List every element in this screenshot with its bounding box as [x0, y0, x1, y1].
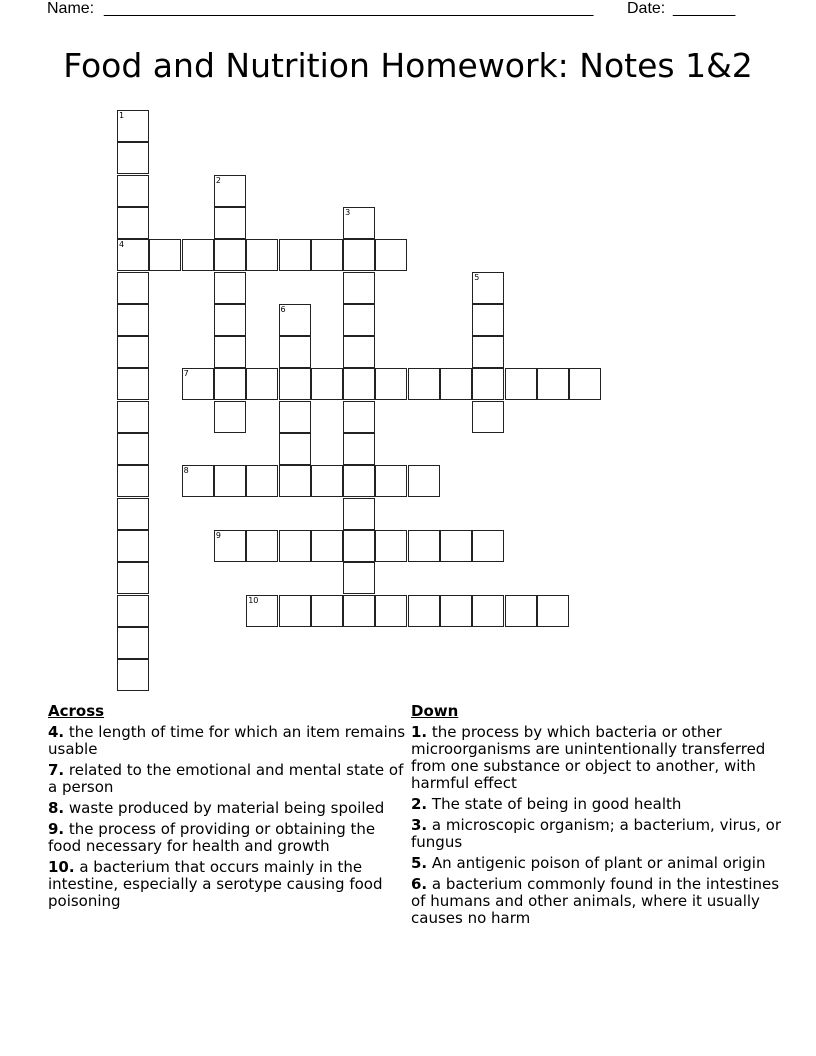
across-clue	[48, 762, 408, 796]
grid-cell[interactable]	[246, 239, 278, 271]
grid-cell[interactable]	[343, 465, 375, 497]
grid-cell[interactable]	[214, 207, 246, 239]
grid-cell[interactable]	[214, 239, 246, 271]
clue-number: 6	[280, 304, 286, 314]
grid-cell[interactable]	[343, 401, 375, 433]
grid-cell[interactable]	[408, 595, 440, 627]
across-clue	[48, 859, 408, 910]
grid-cell[interactable]	[214, 530, 246, 562]
clue-text: waste produced by material being spoiled	[64, 799, 385, 817]
grid-cell[interactable]	[214, 336, 246, 368]
grid-cell[interactable]	[117, 659, 149, 691]
grid-cell[interactable]	[505, 368, 537, 400]
grid-cell[interactable]	[117, 562, 149, 594]
clue-text: the process by which bacteria or other microorganisms are unintentionally transferred from one substance or object to another, with harmful effect	[411, 723, 766, 792]
grid-cell[interactable]	[149, 239, 181, 271]
grid-cell[interactable]	[182, 368, 214, 400]
clue-number: 1.	[411, 723, 428, 741]
grid-cell[interactable]	[537, 595, 569, 627]
clue-number: 5	[474, 272, 480, 282]
grid-cell[interactable]	[311, 595, 343, 627]
grid-cell[interactable]	[279, 304, 311, 336]
grid-cell[interactable]	[214, 272, 246, 304]
grid-cell[interactable]	[343, 530, 375, 562]
clue-text: related to the emotional and mental state of a person	[48, 761, 404, 796]
name-label: Name:	[47, 0, 95, 17]
grid-cell[interactable]	[343, 304, 375, 336]
grid-cell[interactable]	[343, 239, 375, 271]
grid-cell[interactable]	[440, 368, 472, 400]
grid-cell[interactable]	[440, 595, 472, 627]
clue-number: 6.	[411, 875, 428, 893]
grid-cell[interactable]	[375, 368, 407, 400]
grid-cell[interactable]	[343, 595, 375, 627]
clue-text: a bacterium commonly found in the intestines of humans and other animals, where it usually causes no harm	[411, 875, 780, 927]
grid-cell[interactable]	[375, 239, 407, 271]
grid-cell[interactable]	[246, 368, 278, 400]
grid-cell[interactable]	[117, 401, 149, 433]
grid-cell[interactable]	[408, 368, 440, 400]
grid-cell[interactable]	[117, 368, 149, 400]
grid-cell[interactable]	[117, 175, 149, 207]
grid-cell[interactable]	[279, 530, 311, 562]
grid-cell[interactable]	[311, 368, 343, 400]
clue-number: 4	[119, 240, 125, 250]
grid-cell[interactable]	[214, 401, 246, 433]
across-clue	[48, 821, 408, 855]
grid-cell[interactable]	[182, 465, 214, 497]
grid-cell[interactable]	[472, 304, 504, 336]
grid-cell[interactable]	[311, 239, 343, 271]
grid-cell[interactable]	[343, 433, 375, 465]
grid-cell[interactable]	[117, 239, 149, 271]
grid-cell[interactable]	[117, 142, 149, 174]
clue-text: the process of providing or obtaining the food necessary for health and growth	[48, 820, 376, 855]
grid-cell[interactable]	[279, 595, 311, 627]
clue-number: 5.	[411, 854, 428, 872]
grid-cell[interactable]	[343, 562, 375, 594]
grid-cell[interactable]	[117, 465, 149, 497]
down-clue	[411, 817, 781, 851]
grid-cell[interactable]	[375, 465, 407, 497]
grid-cell[interactable]	[375, 530, 407, 562]
grid-cell[interactable]	[279, 336, 311, 368]
grid-cell[interactable]	[214, 304, 246, 336]
grid-cell[interactable]	[472, 530, 504, 562]
clue-text: An antigenic poison of plant or animal origin	[427, 854, 766, 872]
across-clues	[48, 703, 408, 914]
grid-cell[interactable]	[117, 272, 149, 304]
grid-cell[interactable]	[311, 530, 343, 562]
date-label: Date:	[627, 0, 666, 17]
clue-text: a bacterium that occurs mainly in the intestine, especially a serotype causing food poisoning	[48, 858, 383, 910]
across-clue	[48, 800, 408, 817]
grid-cell[interactable]	[117, 595, 149, 627]
clue-number: 1	[119, 111, 125, 120]
grid-cell[interactable]	[246, 465, 278, 497]
grid-cell[interactable]	[117, 433, 149, 465]
grid-cell[interactable]	[472, 595, 504, 627]
grid-cell[interactable]	[182, 239, 214, 271]
clue-number: 8	[183, 466, 189, 476]
grid-cell[interactable]	[472, 368, 504, 400]
grid-cell[interactable]	[472, 336, 504, 368]
grid-cell[interactable]	[343, 498, 375, 530]
clue-number: 9.	[48, 820, 65, 838]
grid-cell[interactable]	[117, 530, 149, 562]
grid-cell[interactable]	[214, 175, 246, 207]
grid-cell[interactable]	[246, 595, 278, 627]
down-clues	[411, 703, 781, 931]
down-clue	[411, 796, 781, 813]
grid-cell[interactable]	[375, 595, 407, 627]
across-clue	[48, 724, 408, 758]
grid-cell[interactable]	[408, 530, 440, 562]
grid-cell[interactable]	[537, 368, 569, 400]
clue-number: 2	[215, 175, 221, 185]
grid-cell[interactable]	[408, 465, 440, 497]
grid-cell[interactable]	[343, 368, 375, 400]
grid-cell[interactable]	[117, 304, 149, 336]
clue-number: 3.	[411, 816, 428, 834]
grid-cell[interactable]	[343, 272, 375, 304]
grid-cell[interactable]	[311, 465, 343, 497]
down-clue	[411, 855, 781, 872]
down-clue-list	[411, 724, 781, 927]
grid-cell[interactable]	[117, 627, 149, 659]
grid-cell[interactable]	[117, 498, 149, 530]
clue-number: 2.	[411, 795, 428, 813]
clue-text: the length of time for which an item remains usable	[48, 723, 406, 758]
grid-cell[interactable]	[117, 110, 149, 142]
grid-cell[interactable]	[214, 465, 246, 497]
grid-cell[interactable]	[246, 530, 278, 562]
down-heading: Down	[411, 702, 459, 720]
clue-number: 7	[183, 369, 189, 379]
clue-number: 4.	[48, 723, 65, 741]
grid-cell[interactable]	[569, 368, 601, 400]
grid-cell[interactable]	[472, 272, 504, 304]
name-line[interactable]: _______________________________________________________	[104, 0, 594, 17]
down-clue	[411, 876, 781, 927]
clue-number: 10	[248, 595, 259, 605]
grid-cell[interactable]	[117, 336, 149, 368]
clue-number: 8.	[48, 799, 65, 817]
across-clue-list	[48, 724, 408, 910]
clue-number: 7.	[48, 761, 65, 779]
grid-cell[interactable]	[214, 368, 246, 400]
grid-cell[interactable]	[279, 368, 311, 400]
grid-cell[interactable]	[343, 207, 375, 239]
clue-number: 3	[345, 207, 351, 217]
grid-cell[interactable]	[343, 336, 375, 368]
clue-text: a microscopic organism; a bacterium, virus, or fungus	[411, 816, 782, 851]
grid-cell[interactable]	[279, 239, 311, 271]
grid-cell[interactable]	[279, 465, 311, 497]
page-title: Food and Nutrition Homework: Notes 1&2	[63, 46, 753, 85]
clue-number: 10.	[48, 858, 75, 876]
across-heading: Across	[48, 702, 105, 720]
grid-cell[interactable]	[472, 401, 504, 433]
grid-cell[interactable]	[440, 530, 472, 562]
clue-number: 9	[215, 530, 221, 540]
grid-cell[interactable]	[279, 401, 311, 433]
grid-cell[interactable]	[505, 595, 537, 627]
grid-cell[interactable]	[279, 433, 311, 465]
date-line[interactable]: _______	[673, 0, 736, 17]
clue-text: The state of being in good health	[427, 795, 682, 813]
down-clue	[411, 724, 781, 792]
grid-cell[interactable]	[117, 207, 149, 239]
